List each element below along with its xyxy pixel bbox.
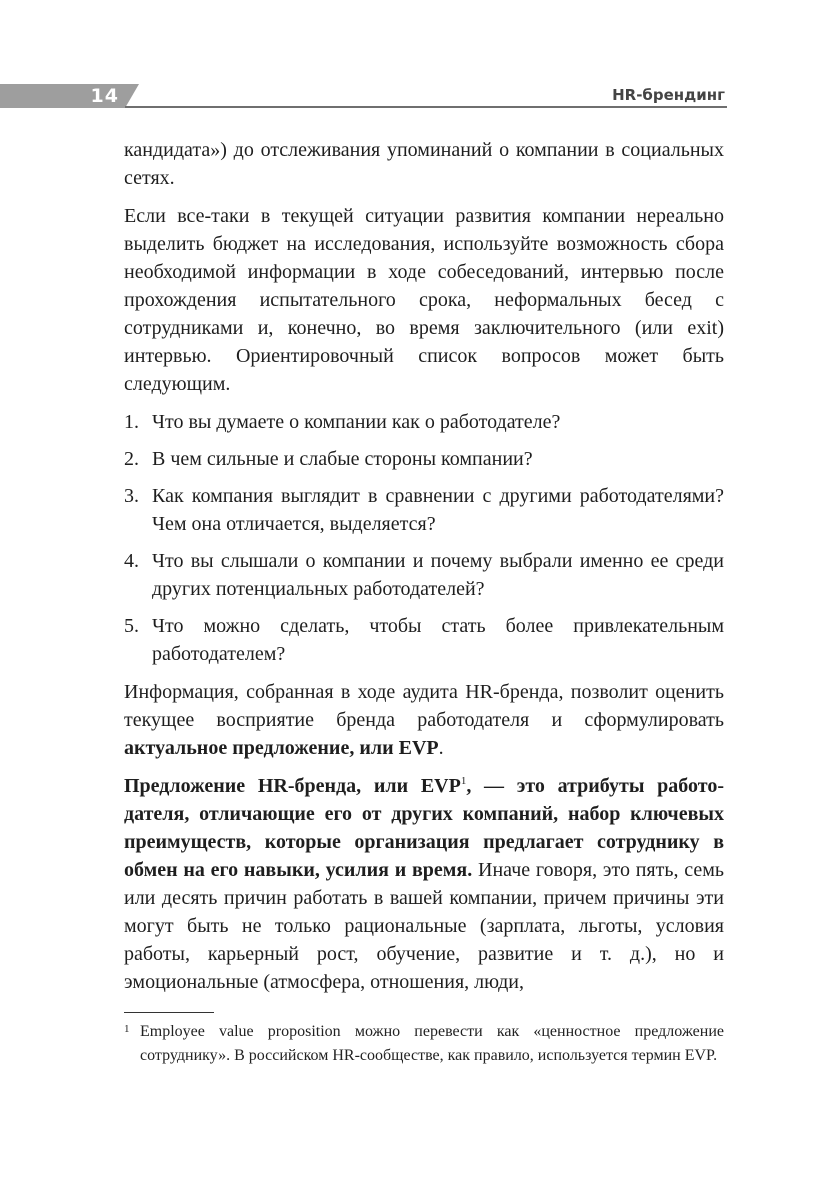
list-item — [124, 612, 724, 668]
paragraph-2: Если все-таки в текущей ситуации развития компании нереально выделить бюджет на исследования, используйте возможность сбора необходимой информации в ходе собеседований, интервью после прохождения испытательного срока, неформальных бесед с сотрудниками и, конечно, во время заключительного (или exit) интервью. Ориентировочный список вопросов может быть следующим. — [124, 205, 724, 395]
question-list — [124, 408, 724, 668]
paragraph-4-text: Иначе говоря, это пять, семь или десять причин работать в вашей компании, причем причины эти могут быть не только рациональные (зарплата, льготы, условия работы, карьерный рост, обучение, развитие и т. д.), но и эмоциональные (атмосфера, отношения, люди, — [124, 859, 724, 993]
list-item-number: 5. — [124, 615, 139, 637]
paragraph-3-end: . — [438, 737, 444, 759]
list-item-number: 1. — [124, 411, 139, 433]
paragraph-3-emphasis: актуальное предложение, или EVP — [124, 737, 439, 759]
footnote-text: Employee value proposition можно перевести как «ценностное предложение сотруднику». В российском HR-сообществе, как правило, используется термин EVP. — [140, 1023, 724, 1064]
list-item-text: Как компания выглядит в сравнении с другими работодателями? Чем она отличается, выделяется? — [152, 485, 724, 535]
list-item-number: 4. — [124, 550, 139, 572]
paragraph-4 — [124, 772, 724, 996]
footnote — [124, 1020, 724, 1068]
page-number: 14 — [90, 85, 119, 107]
list-item-number: 3. — [124, 485, 139, 507]
list-item-number: 2. — [124, 448, 139, 470]
running-title: HR-брендинг — [612, 86, 725, 104]
list-item — [124, 445, 724, 473]
page-header — [0, 84, 727, 111]
evp-definition-body: , — это атрибуты работодателя, отличающие его от других компаний, набор ключевых преимуществ, которые организация предлагает сотруднику в обмен на его навыки, усилия и время. — [124, 775, 725, 881]
header-rule — [125, 106, 727, 108]
list-item-text: В чем сильные и слабые стороны компании? — [152, 448, 533, 470]
list-item — [124, 482, 724, 538]
page-number-tab — [0, 84, 125, 108]
list-item-text: Что вы думаете о компании как о работодателе? — [152, 411, 561, 433]
footnote-mark: 1 — [124, 1023, 130, 1035]
footnote-divider — [124, 1012, 214, 1013]
paragraph-1: кандидата») до отслеживания упоминаний о компании в социальных сетях. — [124, 139, 724, 189]
list-item — [124, 408, 724, 436]
evp-definition-term: Предложение HR-бренда, или EVP — [124, 775, 461, 797]
paragraph-3 — [124, 678, 724, 762]
list-item-text: Что можно сделать, чтобы стать более привлекательным работодателем? — [152, 615, 724, 665]
page-body — [124, 136, 724, 1006]
list-item — [124, 547, 724, 603]
paragraph-3-text: Информация, собранная в ходе аудита HR-бренда, позволит оценить текущее восприятие бренда работодателя и сформулировать — [124, 681, 724, 731]
footnote-reference: 1 — [460, 775, 467, 787]
list-item-text: Что вы слышали о компании и почему выбрали именно ее среди других потенциальных работодателей? — [152, 550, 724, 600]
